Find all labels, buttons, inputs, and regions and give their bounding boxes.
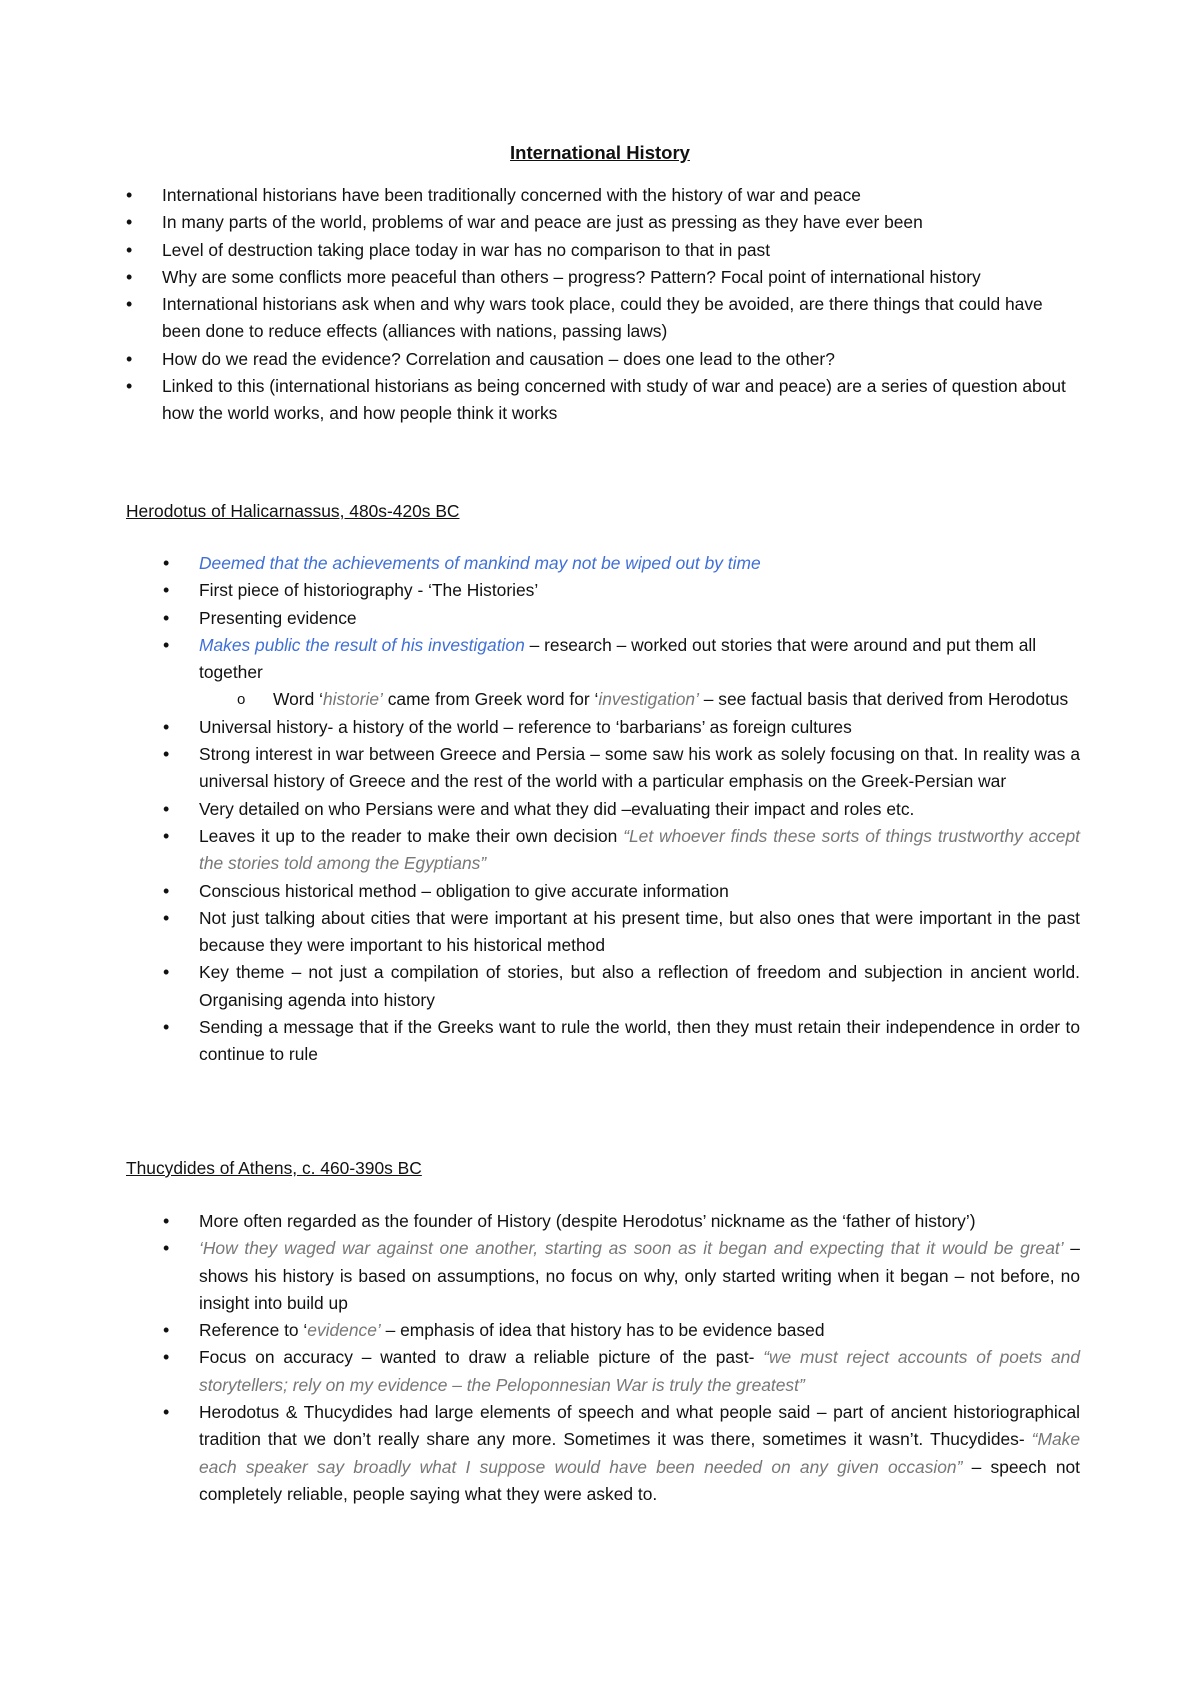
list-item bbox=[199, 1399, 1080, 1508]
list-item: • Not just talking about cities that were important at his present time, but also ones that were important in the past because they were important to his historical method bbox=[199, 905, 1080, 960]
page-title: International History bbox=[510, 142, 690, 163]
list-item: • International historians have been traditionally concerned with the history of war and peace bbox=[162, 182, 1080, 209]
list-item: • First piece of historiography - ‘The Histories’ bbox=[199, 577, 1080, 604]
item-text: Focus on accuracy – wanted to draw a reliable picture of the past- bbox=[199, 1347, 764, 1368]
list-item: • International historians ask when and why wars took place, could they be avoided, are there things that could have been done to reduce effects (alliances with nations, passing laws) bbox=[162, 291, 1080, 346]
list-item bbox=[199, 632, 1080, 714]
quote-text: historie’ bbox=[322, 689, 383, 710]
item-text: – shows his history is based on assumptions, no focus on why, only started writing when it began – not before, no insight into build up bbox=[199, 1238, 1080, 1313]
list-item: • Linked to this (international historians as being concerned with study of war and peace) are a series of question about how the world works, and how people think it works bbox=[162, 373, 1080, 428]
list-item bbox=[199, 823, 1080, 878]
list-item bbox=[199, 1344, 1080, 1399]
quote-text: “Make each speaker say broadly what I suppose would have been needed on any given occasion” bbox=[199, 1429, 1080, 1477]
item-text: – see factual basis that derived from Herodotus bbox=[698, 689, 1069, 710]
item-text: – research – worked out stories that were around and put them all together bbox=[199, 634, 1037, 683]
item-text: – emphasis of idea that history has to be evidence based bbox=[380, 1320, 825, 1341]
quote-text: investigation’ bbox=[598, 689, 699, 710]
list-item: • Very detailed on who Persians were and what they did –evaluating their impact and roles etc. bbox=[199, 796, 1080, 823]
list-item: • More often regarded as the founder of History (despite Herodotus’ nickname as the ‘father of history’) bbox=[199, 1208, 1080, 1235]
item-text: Reference to ‘ bbox=[199, 1320, 308, 1341]
quote-text: evidence’ bbox=[307, 1320, 381, 1341]
item-text: Herodotus & Thucydides had large elements of speech and what people said – part of ancient historiographical tradition that we don’t really share any more. Sometimes it was there, sometimes it wasn’t. Thucydides- bbox=[199, 1402, 1080, 1450]
list-item bbox=[199, 1235, 1080, 1317]
item-text: – speech not completely reliable, people saying what they were asked to. bbox=[199, 1456, 1080, 1504]
sub-list-item bbox=[199, 686, 1080, 713]
list-item: • Strong interest in war between Greece and Persia – some saw his work as solely focusing on that. In reality was a universal history of Greece and the rest of the world with a particular emphasis on the Greek-Persian war bbox=[199, 741, 1080, 796]
list-item: • Why are some conflicts more peaceful than others – progress? Pattern? Focal point of international history bbox=[162, 264, 1080, 291]
quote-text: “Let whoever finds these sorts of things trustworthy accept the stories told among the Egyptians” bbox=[199, 825, 1080, 874]
quote-text: ‘How they waged war against one another, starting as soon as it began and expecting that it would be great’ bbox=[199, 1238, 1064, 1259]
list-item: • Universal history- a history of the world – reference to ‘barbarians’ as foreign cultures bbox=[199, 714, 1080, 741]
quote-text: Makes public the result of his investigation bbox=[199, 634, 525, 655]
section-heading-thucydides: Thucydides of Athens, c. 460-390s BC bbox=[126, 1158, 422, 1178]
intro-bullet-list bbox=[162, 182, 1080, 428]
list-item: • Presenting evidence bbox=[199, 605, 1080, 632]
herodotus-bullet-list bbox=[199, 550, 1080, 1069]
item-text: Leaves it up to the reader to make their own decision bbox=[199, 825, 624, 846]
list-item bbox=[199, 1317, 1080, 1344]
list-item bbox=[199, 550, 1080, 577]
list-item: • Key theme – not just a compilation of stories, but also a reflection of freedom and subjection in ancient world. Organising agenda into history bbox=[199, 959, 1080, 1014]
list-item: • Conscious historical method – obligation to give accurate information bbox=[199, 878, 1080, 905]
list-item: • In many parts of the world, problems of war and peace are just as pressing as they have ever been bbox=[162, 209, 1080, 236]
item-text: Word ‘ bbox=[273, 689, 323, 710]
list-item: • Level of destruction taking place today in war has no comparison to that in past bbox=[162, 237, 1080, 264]
item-text: came from Greek word for ‘ bbox=[382, 689, 599, 710]
quote-text: “we must reject accounts of poets and storytellers; rely on my evidence – the Peloponnesian War is truly the greatest” bbox=[199, 1347, 1081, 1395]
quote-text: Deemed that the achievements of mankind may not be wiped out by time bbox=[199, 553, 761, 573]
list-item: • How do we read the evidence? Correlation and causation – does one lead to the other? bbox=[162, 346, 1080, 373]
list-item: • Sending a message that if the Greeks want to rule the world, then they must retain their independence in order to continue to rule bbox=[199, 1014, 1080, 1069]
thucydides-bullet-list bbox=[199, 1208, 1080, 1508]
section-heading-herodotus: Herodotus of Halicarnassus, 480s-420s BC bbox=[126, 501, 460, 521]
